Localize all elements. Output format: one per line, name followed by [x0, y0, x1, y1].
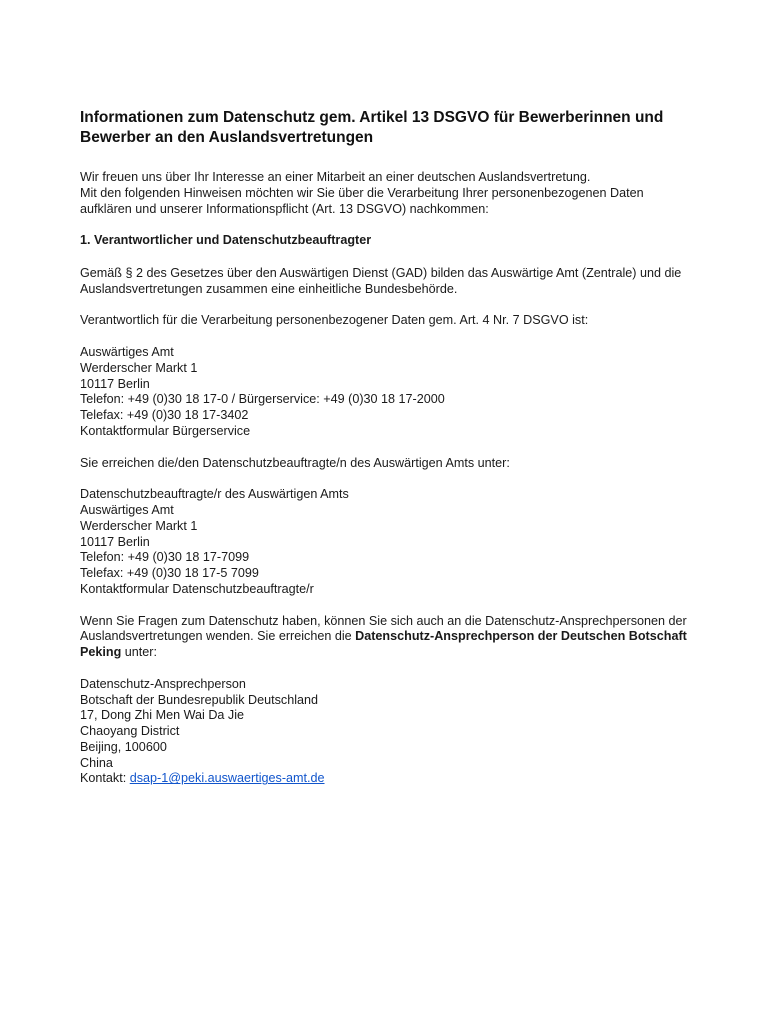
fax-line: Telefax: +49 (0)30 18 17-3402 — [80, 408, 249, 423]
address-line: Beijing, 100600 — [80, 739, 167, 754]
title-line: Informationen zum Datenschutz gem. Artikel 13 DSGVO für Bewerberinnen und — [80, 109, 664, 126]
gad-line: Auslandsvertretungen zusammen eine einheitliche Bundesbehörde. — [80, 281, 458, 296]
contact-paragraph-text: unter: — [121, 645, 157, 660]
responsible-address — [80, 345, 728, 440]
contact-paragraph-text: Auslandsvertretungen wenden. Sie erreichen die — [80, 629, 356, 644]
section-heading: 1. Verantwortlicher und Datenschutzbeauftragter — [80, 233, 372, 248]
address-line: Botschaft der Bundesrepublik Deutschland — [80, 692, 319, 707]
gad-line: Gemäß § 2 des Gesetzes über den Auswärtigen Dienst (GAD) bilden das Auswärtige Amt (Zentrale) und die — [80, 265, 682, 280]
address-line: Datenschutzbeauftragte/r des Auswärtigen Amts — [80, 487, 349, 502]
address-line: Auswärtiges Amt — [80, 502, 174, 517]
intro-line: aufklären und unserer Informationspflicht (Art. 13 DSGVO) nachkommen: — [80, 201, 489, 216]
contact-paragraph-line: Wenn Sie Fragen zum Datenschutz haben, können Sie sich auch an die Datenschutz-Ansprechpersonen der — [80, 613, 687, 628]
gad-paragraph — [80, 266, 728, 298]
embassy-city-bold: Peking — [80, 645, 122, 660]
title-line: Bewerber an den Auslandsvertretungen — [80, 129, 374, 146]
document-title — [80, 108, 728, 148]
dpo-intro: Sie erreichen die/den Datenschutzbeauftragte/n des Auswärtigen Amts unter: — [80, 455, 510, 470]
address-line: Datenschutz-Ansprechperson — [80, 676, 246, 691]
contact-paragraph-line — [80, 629, 728, 645]
address-line: China — [80, 755, 113, 770]
address-line: 10117 Berlin — [80, 534, 150, 549]
address-line: Chaoyang District — [80, 724, 180, 739]
contact-paragraph-line — [80, 645, 728, 661]
contact-form-line: Kontaktformular Bürgerservice — [80, 423, 251, 438]
address-line: 17, Dong Zhi Men Wai Da Jie — [80, 708, 245, 723]
email-link[interactable]: dsap-1@peki.auswaertiges-amt.de — [129, 771, 325, 786]
contact-form-line: Kontaktformular Datenschutzbeauftragte/r — [80, 581, 314, 596]
address-line: Werderscher Markt 1 — [80, 360, 198, 375]
phone-line: Telefon: +49 (0)30 18 17-7099 — [80, 550, 250, 565]
address-line: Werderscher Markt 1 — [80, 518, 198, 533]
dpo-address — [80, 487, 728, 598]
responsible-intro: Verantwortlich für die Verarbeitung personenbezogener Daten gem. Art. 4 Nr. 7 DSGVO ist: — [80, 313, 589, 328]
address-line: Auswärtiges Amt — [80, 344, 174, 359]
contact-paragraph — [80, 614, 728, 661]
fax-line: Telefax: +49 (0)30 18 17-5 7099 — [80, 566, 259, 581]
contact-line — [80, 771, 728, 787]
embassy-contact-bold: Datenschutz-Ansprechperson der Deutschen Botschaft — [355, 629, 687, 644]
intro-line: Mit den folgenden Hinweisen möchten wir Sie über die Verarbeitung Ihrer personenbezogenen Daten — [80, 185, 644, 200]
intro-line: Wir freuen uns über Ihr Interesse an einer Mitarbeit an einer deutschen Auslandsvertretung. — [80, 170, 591, 184]
embassy-address — [80, 677, 728, 788]
intro-paragraph — [80, 170, 728, 217]
contact-label: Kontakt: — [80, 771, 130, 786]
address-line: 10117 Berlin — [80, 376, 150, 391]
phone-line: Telefon: +49 (0)30 18 17-0 / Bürgerservice: +49 (0)30 18 17-2000 — [80, 392, 445, 407]
